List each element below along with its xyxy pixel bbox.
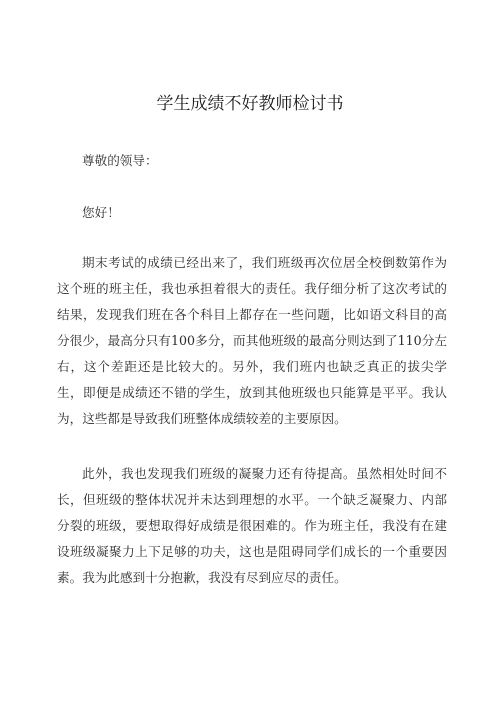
greeting: 您好！ bbox=[82, 205, 120, 220]
document-title: 学生成绩不好教师检讨书 bbox=[156, 94, 344, 114]
body-paragraph: 此外，我也发现我们班级的凝聚力还有待提高。虽然相处时间不长，但班级的整体状况并未达到理想的水平。一个缺乏凝聚力、内部分裂的班级，要想取得好成绩是很困难的。作为班主任，我没有在建设班级凝聚力上下足够的功夫，这也是阻碍同学们成长的一个重要因素。我为此感到十分抱歉，我没有尽到应尽的责任。 bbox=[57, 466, 447, 585]
salutation: 尊敬的领导： bbox=[82, 153, 158, 168]
body-paragraph: 期末考试的成绩已经出来了，我们班级再次位居全校倒数第作为这个班的班主任，我也承担着很大的责任。我仔细分析了这次考试的结果，发现我们班在各个科目上都存在一些问题，比如语文科目的高分很少，最高分只有100多分，而其他班级的最高分则达到了110分左右，这个差距还是比较大的。另外，我们班内也缺乏真正的拔尖学生，即便是成绩还不错的学生，放到其他班级也只能算是平平。我认为，这些都是导致我们班整体成绩较差的主要原因。 bbox=[57, 255, 447, 426]
